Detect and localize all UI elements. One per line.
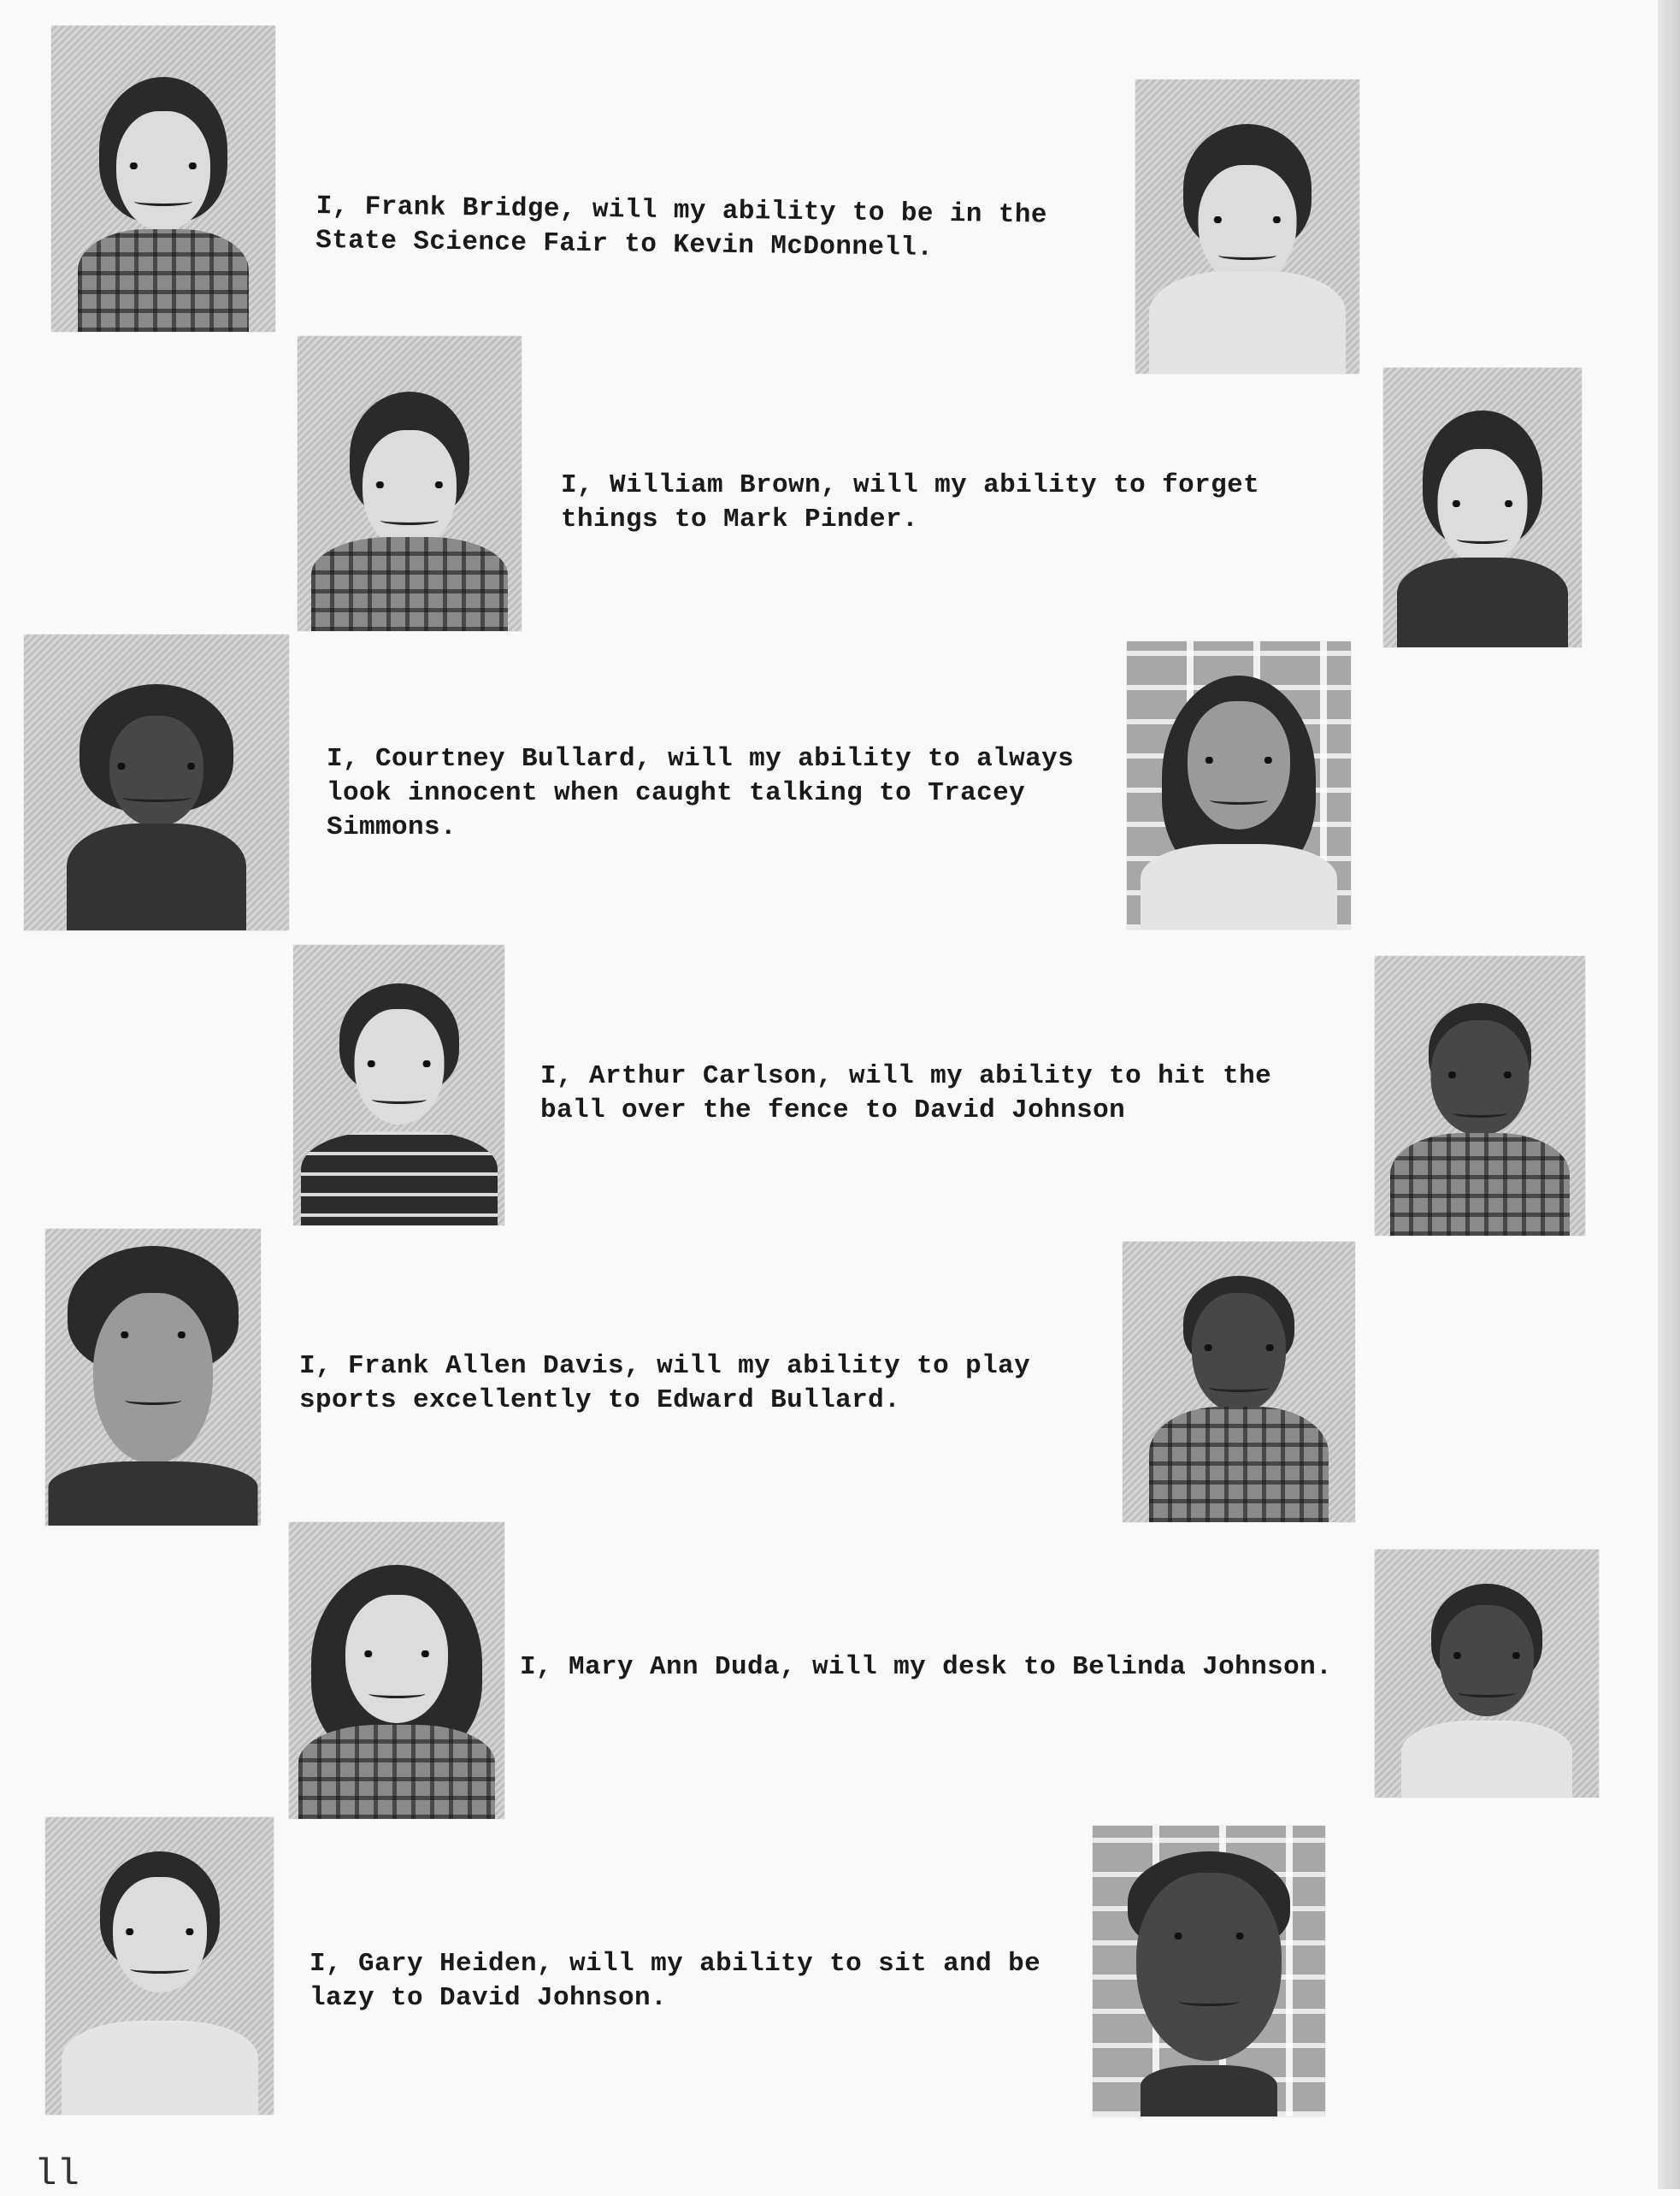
face [116,111,210,231]
eyes [352,1060,445,1067]
face [363,430,457,550]
eyes [109,1928,209,1935]
top [298,1725,495,1819]
eyes [106,1331,201,1338]
student-photo-edward-bullard [1123,1242,1355,1522]
will-text-courtney-bullard: I, Courtney Bullard, will my ability to always look innocent when caught talking to Tracey Simmons. [327,744,1075,842]
mouth [122,793,192,802]
shirt [67,824,246,930]
will-text-arthur-carlson: I, Arthur Carlson, will my ability to hit the ball over the fence to David Johnson [540,1061,1272,1125]
page-edge [1658,0,1680,2189]
mouth [1458,1688,1516,1697]
eyes [1158,1933,1260,1939]
student-photo-frank-bridge [51,26,275,332]
student-photo-belinda-johnson [1375,1550,1599,1798]
will-text-william-brown: I, William Brown, will my ability to forget things to Mark Pinder. [561,470,1260,534]
shirt [62,2021,258,2115]
mouth [380,516,439,525]
face [1440,1605,1534,1716]
mouth [134,197,192,206]
face [1136,1873,1282,2061]
jacket [1149,1407,1329,1522]
shirt [1149,271,1346,374]
eyes [1188,1344,1290,1351]
eyes [1198,216,1296,223]
eyes [114,162,212,169]
shirt [1397,558,1568,647]
student-photo-david-johnson-2 [1093,1826,1325,2116]
will-text-frank-allen-davis: I, Frank Allen Davis, will my ability to play sports excellently to Edward Bullard. [299,1351,1031,1415]
student-photo-courtney-bullard [24,635,289,930]
will-text-frank-bridge: I, Frank Bridge, will my ability to be in the State Science Fair to Kevin McDonnell. [315,191,1048,263]
student-photo-gary-heiden [45,1817,274,2115]
top [1401,1721,1572,1798]
eyes [1439,500,1526,507]
eyes [1437,1652,1536,1659]
student-photo-frank-allen-davis [45,1229,261,1526]
face [1199,165,1297,285]
jacket [1390,1133,1570,1236]
mouth [125,1396,181,1405]
face [1188,701,1290,829]
student-photo-david-johnson [1375,956,1585,1236]
mouth [1457,534,1508,544]
student-photo-kevin-mcdonnell [1135,80,1359,374]
face [1192,1293,1286,1413]
mouth [1179,1997,1240,2006]
shirt [49,1461,258,1526]
mouth [130,1964,189,1974]
eyes [98,763,215,770]
student-photo-mark-pinder [1383,368,1582,647]
eyes [1434,1071,1526,1078]
shirt [1141,844,1337,930]
will-text-gary-heiden: I, Gary Heiden, will my ability to sit and be lazy to David Johnson. [309,1949,1041,2013]
shirt [78,229,249,332]
mouth [1209,1383,1270,1392]
sweater [301,1131,498,1225]
mouth [1453,1108,1507,1118]
face [345,1595,448,1723]
page-number: ll [34,2153,80,2196]
eyes [360,481,458,488]
student-photo-arthur-carlson [293,945,504,1225]
face [93,1293,213,1464]
student-photo-william-brown [298,336,522,631]
mouth [1210,795,1268,805]
will-text-mary-ann-duda: I, Mary Ann Duda, will my desk to Belinda Johnson. [520,1652,1333,1682]
mouth [1218,251,1276,260]
eyes [1189,757,1288,764]
shirt [1141,2065,1277,2116]
student-photo-mary-ann-duda [289,1522,504,1819]
face [109,716,203,827]
student-photo-tracey-simmons [1127,641,1351,930]
shirt [311,537,508,631]
mouth [368,1689,425,1698]
mouth [371,1095,426,1104]
eyes [350,1650,445,1657]
